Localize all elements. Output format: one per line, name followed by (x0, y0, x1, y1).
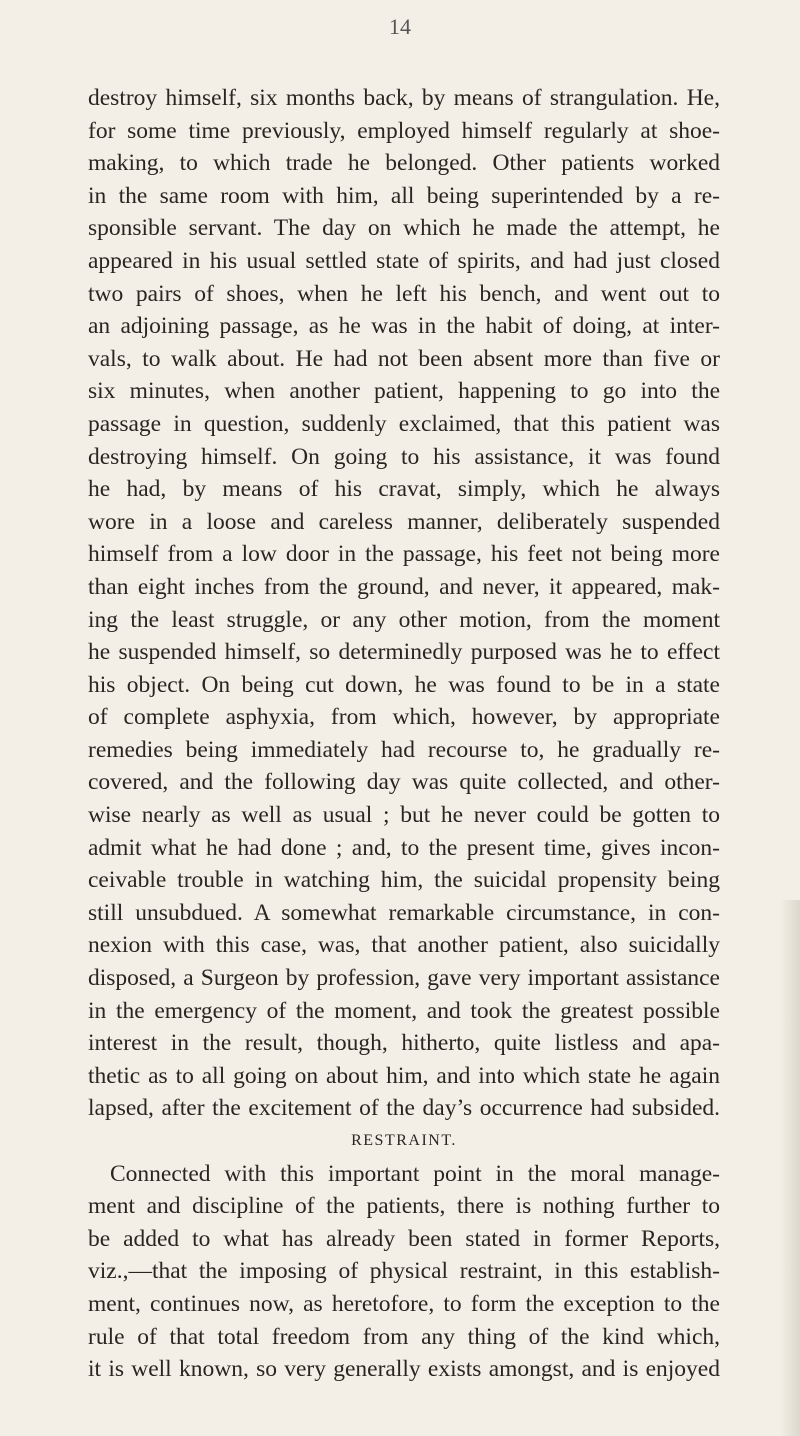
text-line: wise nearly as well as usual ; but he never could be gotten to (88, 802, 720, 829)
text-line: than eight inches from the ground, and never, it appeared, mak- (88, 573, 720, 600)
text-line: for some time previously, employed himself regularly at shoe- (88, 117, 720, 144)
text-line: ing the least struggle, or any other motion, from the moment (88, 606, 720, 633)
text-line: he suspended himself, so determinedly purposed was he to effect (88, 639, 720, 666)
paragraph-case-narrative (88, 82, 720, 1125)
text-line: admit what he had done ; and, to the present time, gives incon- (88, 834, 720, 861)
paragraph-restraint (88, 1158, 720, 1386)
text-line: covered, and the following day was quite collected, and other- (88, 769, 720, 796)
section-heading-restraint: RESTRAINT. (351, 1132, 457, 1149)
text-line: appeared in his usual settled state of spirits, and had just closed (88, 247, 720, 274)
text-line: nexion with this case, was, that another patient, also suicidally (88, 932, 720, 959)
text-line: two pairs of shoes, when he left his bench, and went out to (88, 280, 720, 307)
page-number: 14 (389, 14, 411, 39)
text-line: viz.,—that the imposing of physical restraint, in this establish- (88, 1258, 720, 1285)
text-line: rule of that total freedom from any thing of the kind which, (88, 1323, 720, 1350)
text-line: still unsubdued. A somewhat remarkable circumstance, in con- (88, 899, 720, 926)
page-edge-shadow (780, 900, 800, 1436)
text-line: passage in question, suddenly exclaimed, that this patient was (88, 410, 720, 437)
text-line: himself from a low door in the passage, his feet not being more (88, 541, 720, 568)
body-text (88, 82, 720, 1386)
text-line: interest in the result, though, hitherto, quite listless and apa- (88, 1030, 720, 1057)
text-line: six minutes, when another patient, happening to go into the (88, 378, 720, 405)
text-line: disposed, a Surgeon by profession, gave very important assistance (88, 965, 720, 992)
text-line: making, to which trade he belonged. Other patients worked (88, 150, 720, 177)
text-line: Connected with this important point in the moral manage- (110, 1160, 720, 1187)
text-line: an adjoining passage, as he was in the habit of doing, at inter- (88, 313, 720, 340)
text-line: wore in a loose and careless manner, deliberately suspended (88, 508, 720, 535)
text-line: remedies being immediately had recourse to, he gradually re- (88, 736, 720, 763)
text-line: sponsible servant. The day on which he made the attempt, he (88, 215, 720, 242)
text-line: of complete asphyxia, from which, however, by appropriate (88, 704, 720, 731)
text-line: destroy himself, six months back, by means of strangulation. He, (88, 85, 720, 111)
text-line: in the emergency of the moment, and took the greatest possible (88, 997, 720, 1024)
text-line: in the same room with him, all being superintended by a re- (88, 182, 720, 209)
text-line: vals, to walk about. He had not been absent more than five or (88, 345, 720, 372)
text-line: his object. On being cut down, he was found to be in a state (88, 671, 720, 698)
text-line: ment, continues now, as heretofore, to form the exception to the (88, 1290, 720, 1317)
text-line: thetic as to all going on about him, and into which state he again (88, 1062, 720, 1089)
text-line: it is well known, so very generally exists amongst, and is enjoyed (88, 1356, 720, 1383)
text-line: destroying himself. On going to his assistance, it was found (88, 443, 720, 470)
text-line: ment and discipline of the patients, there is nothing further to (88, 1193, 720, 1220)
text-line: lapsed, after the excitement of the day’s occurrence had subsided. (88, 1095, 720, 1122)
text-line: ceivable trouble in watching him, the suicidal propensity being (88, 867, 720, 894)
text-line: be added to what has already been stated in former Reports, (88, 1225, 720, 1252)
text-line: he had, by means of his cravat, simply, which he always (88, 476, 720, 503)
